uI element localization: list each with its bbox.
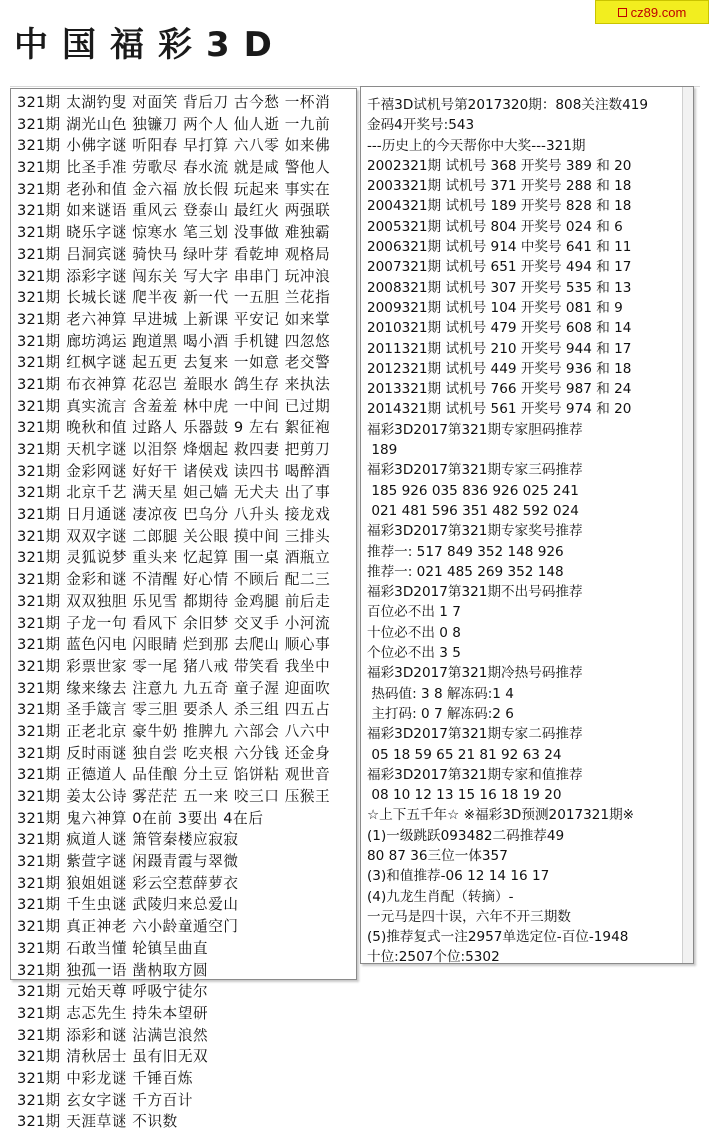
site-badge[interactable] (595, 0, 709, 24)
history-line: 185 926 035 836 926 025 241 (367, 482, 579, 499)
list-item (17, 374, 356, 396)
clue-text: 中彩龙谜 千锤百炼 (66, 1069, 194, 1087)
page-title: 中国福彩3D (14, 25, 286, 65)
history-line: 推荐一: 021 485 269 352 148 (367, 563, 564, 580)
period-label: 321期 (17, 202, 61, 220)
period-label: 321期 (17, 874, 61, 892)
list-item (17, 678, 356, 700)
period-label: 321期 (17, 375, 61, 393)
clue-text: 缘来缘去 注意九 九五奇 童子渥 迎面吹 (66, 679, 331, 697)
clue-text: 石敢当懂 轮镇呈曲直 (66, 939, 209, 957)
history-line: ☆上下五千年☆ ※福彩3D预测2017321期※ (367, 807, 635, 824)
clue-text: 小佛字谜 听阳春 早打算 六八零 如来佛 (66, 137, 331, 155)
clue-text: 姜太公诗 雾茫茫 五一来 咬三口 压猴王 (66, 788, 331, 805)
period-label: 321期 (17, 853, 61, 871)
period-label: 321期 (17, 419, 61, 437)
clue-text: 独孤一语 凿枘取方圆 (66, 961, 209, 979)
list-item (17, 244, 356, 266)
clue-text: 双双独胆 乐见雪 都期待 金鸡腿 前后走 (66, 592, 331, 610)
list-item (17, 1068, 356, 1090)
history-line: 一元马是四十误，六年不开三期数 (367, 908, 571, 925)
list-item (17, 461, 356, 483)
history-line: 金码4开奖号:543 (367, 117, 475, 134)
badge-text: cz89.com (630, 4, 687, 20)
clue-text: 正老北京 豪牛奶 推脾九 六部会 八六中 (66, 722, 331, 740)
clue-text: 真实流言 含羞羞 林中虎 一中间 已过期 (66, 397, 331, 415)
period-label: 321期 (17, 354, 61, 372)
clue-text: 晚秋和值 过路人 乐器鼓 9 左右 絮征袍 (66, 419, 331, 437)
list-item (17, 1025, 356, 1047)
history-line: (3)和值推荐-06 12 14 16 17 (367, 868, 550, 885)
list-item (17, 613, 356, 635)
period-label: 321期 (17, 332, 61, 350)
period-label: 321期 (17, 180, 61, 198)
clue-text: 吕洞宾谜 骑快马 绿叶芽 看乾坤 观格局 (66, 245, 331, 263)
list-item (17, 547, 356, 569)
list-item (17, 873, 356, 895)
list-item (17, 92, 356, 114)
period-label: 321期 (17, 1113, 61, 1131)
clue-text: 北京千艺 满天星 妲己嫱 无犬夫 出了事 (66, 484, 331, 502)
period-label: 321期 (17, 137, 61, 155)
period-label: 321期 (17, 939, 61, 957)
history-panel (360, 86, 694, 964)
history-line: 2013321期 试机号 766 开奖号 987 和 24 (367, 381, 632, 398)
clue-text: 千生虫谜 武陵归来总爱山 (66, 896, 239, 914)
clue-text: 灵狐说梦 重头来 忆起算 围一桌 酒瓶立 (66, 549, 331, 567)
history-line: 2003321期 试机号 371 开奖号 288 和 18 (367, 178, 632, 195)
period-label: 321期 (17, 983, 61, 1001)
list-item (17, 764, 356, 786)
list-item (17, 569, 356, 591)
history-line: 福彩3D2017第321期专家二码推荐 (367, 726, 583, 743)
period-label: 321期 (17, 701, 61, 719)
list-item (17, 482, 356, 504)
history-line: 2007321期 试机号 651 开奖号 494 和 17 (367, 259, 632, 276)
list-item (17, 135, 356, 157)
clue-text: 清秋居士 虽有旧无双 (66, 1048, 209, 1066)
list-item (17, 309, 356, 331)
period-label: 321期 (17, 918, 61, 936)
history-line: 福彩3D2017第321期不出号码推荐 (367, 584, 583, 601)
clue-text: 子龙一句 看风下 余旧梦 交叉手 小河流 (66, 614, 331, 632)
clue-text: 元始天尊 呼吸宁徒尔 (66, 983, 209, 1001)
period-label: 321期 (17, 636, 61, 654)
history-line: 十位:2507个位:5302 (367, 949, 500, 966)
list-item (17, 526, 356, 548)
list-item (17, 938, 356, 960)
top-divider (10, 64, 700, 87)
history-line: 2006321期 试机号 914 中奖号 641 和 11 (367, 239, 632, 256)
history-line: 福彩3D2017第321期专家三码推荐 (367, 462, 583, 479)
history-line: 2012321期 试机号 449 开奖号 936 和 18 (367, 360, 632, 377)
clue-text: 晓乐字谜 惊寒水 笔三划 没事做 难独霸 (66, 224, 331, 242)
clue-text: 添彩和谜 沾满岂浪然 (66, 1026, 209, 1044)
clue-text: 狼姐姐谜 彩云空惹薛萝衣 (66, 874, 239, 892)
period-label: 321期 (17, 484, 61, 502)
history-line: 福彩3D2017第321期专家和值推荐 (367, 766, 583, 783)
list-item (17, 331, 356, 353)
list-item (17, 396, 356, 418)
clue-text: 真正神老 六小龄童遁空门 (66, 918, 239, 936)
clue-text: 湖光山色 独镰刀 两个人 仙人逝 一九前 (66, 115, 331, 133)
period-label: 321期 (17, 1026, 61, 1044)
list-item (17, 1090, 356, 1112)
history-line: (5)推荐复式一注2957单选定位-百位-1948 (367, 929, 629, 946)
list-item (17, 851, 356, 873)
clue-text: 布衣神算 花忍岂 羞眼水 鸽生存 来执法 (66, 375, 331, 393)
history-line: ---历史上的今天帮你中大奖---321期 (367, 137, 586, 154)
period-label: 321期 (17, 896, 61, 914)
period-label: 321期 (17, 831, 61, 849)
list-item (17, 114, 356, 136)
clue-text: 鬼六神算 0在前 3要出 4在后 (66, 809, 264, 827)
clue-text: 疯道人谜 箫管秦楼应寂寂 (66, 831, 239, 849)
list-item (17, 591, 356, 613)
history-line: 2010321期 试机号 479 开奖号 608 和 14 (367, 320, 632, 337)
period-label: 321期 (17, 722, 61, 740)
list-item (17, 721, 356, 743)
list-item (17, 179, 356, 201)
list-item (17, 287, 356, 309)
clue-text: 彩票世家 零一尾 猪八戒 带笑看 我坐中 (66, 657, 331, 675)
history-line: (4)九龙生肖配（转摘）- (367, 888, 514, 905)
predictions-list (11, 89, 356, 1133)
history-line: 福彩3D2017第321期专家胆码推荐 (367, 421, 583, 438)
clue-text: 天涯草谜 不识数 (66, 1113, 178, 1131)
list-item (17, 808, 356, 830)
period-label: 321期 (17, 1004, 61, 1022)
clue-text: 金彩网谜 好好干 诸侯戏 读四书 喝醉酒 (66, 462, 331, 480)
period-label: 321期 (17, 159, 61, 177)
period-label: 321期 (17, 1048, 61, 1066)
history-line: 推荐一: 517 849 352 148 926 (367, 543, 564, 560)
list-item (17, 634, 356, 656)
history-list (361, 87, 693, 968)
list-item (17, 504, 356, 526)
list-item (17, 699, 356, 721)
list-item (17, 222, 356, 244)
history-line: 2002321期 试机号 368 开奖号 389 和 20 (367, 157, 632, 174)
list-item (17, 1003, 356, 1025)
history-line: 百位必不出 1 7 (367, 604, 461, 621)
period-label: 321期 (17, 1069, 61, 1087)
history-scrollbar[interactable] (682, 87, 693, 963)
history-line: (1)一级跳跃093482二码推荐49 (367, 827, 565, 844)
period-label: 321期 (17, 527, 61, 545)
period-label: 321期 (17, 766, 61, 784)
clue-text: 金彩和谜 不清醒 好心情 不顾后 配二三 (66, 571, 331, 589)
clue-text: 廊坊鸿运 跑道黑 喝小酒 手机键 四忽悠 (66, 332, 331, 350)
period-label: 321期 (17, 94, 61, 111)
clue-text: 太湖钓叟 对面笑 背后刀 古今愁 一杯消 (66, 94, 331, 111)
period-label: 321期 (17, 441, 61, 458)
clue-text: 红枫字谜 起五更 去复来 一如意 老交警 (66, 354, 331, 372)
period-label: 321期 (17, 267, 61, 285)
clue-text: 添彩字谜 闯东关 写大字 串串门 玩冲浪 (66, 267, 331, 285)
list-item (17, 1111, 356, 1133)
period-label: 321期 (17, 614, 61, 632)
period-label: 321期 (17, 679, 61, 697)
period-label: 321期 (17, 657, 61, 675)
period-label: 321期 (17, 549, 61, 567)
list-item (17, 200, 356, 222)
clue-text: 天机字谜 以泪祭 烽烟起 救四妻 把剪刀 (66, 441, 331, 458)
history-line: 2011321期 试机号 210 开奖号 944 和 17 (367, 340, 632, 357)
history-line: 十位必不出 0 8 (367, 624, 461, 641)
clue-text: 日月通谜 凄凉夜 巴乌分 八升头 接龙戏 (66, 506, 331, 524)
clue-text: 老孙和值 金六福 放长假 玩起来 事实在 (66, 180, 331, 198)
clue-text: 正德道人 品佳酿 分土豆 馅饼粘 观世音 (66, 766, 331, 784)
list-item (17, 439, 356, 461)
list-item (17, 352, 356, 374)
history-line: 2009321期 试机号 104 开奖号 081 和 9 (367, 299, 623, 316)
history-line: 2005321期 试机号 804 开奖号 024 和 6 (367, 218, 623, 235)
period-label: 321期 (17, 506, 61, 524)
list-item (17, 656, 356, 678)
list-item (17, 960, 356, 982)
period-label: 321期 (17, 744, 61, 762)
history-line: 主打码: 0 7 解冻码:2 6 (367, 705, 514, 722)
clue-text: 紫萱字谜 闲蹑青霞与翠微 (66, 853, 239, 871)
history-line: 个位必不出 3 5 (367, 645, 461, 662)
clue-text: 玄女字谜 千方百计 (66, 1091, 194, 1109)
period-label: 321期 (17, 289, 61, 307)
period-label: 321期 (17, 397, 61, 415)
history-line: 2014321期 试机号 561 开奖号 974 和 20 (367, 401, 632, 418)
clue-text: 蓝色闪电 闪眼睛 烂到那 去爬山 顺心事 (66, 636, 331, 654)
period-label: 321期 (17, 310, 61, 328)
history-line: 2008321期 试机号 307 开奖号 535 和 13 (367, 279, 632, 296)
history-line: 千禧3D试机号第2017320期：808关注数419 (367, 97, 649, 113)
list-item (17, 743, 356, 765)
history-line: 福彩3D2017第321期冷热号码推荐 (367, 665, 583, 682)
period-label: 321期 (17, 571, 61, 589)
period-label: 321期 (17, 462, 61, 480)
history-line: 福彩3D2017第321期专家奖号推荐 (367, 523, 583, 540)
history-line: 80 87 36三位一体357 (367, 847, 508, 864)
list-item (17, 894, 356, 916)
period-label: 321期 (17, 592, 61, 610)
period-label: 321期 (17, 788, 61, 805)
clue-text: 志忑先生 持朱本望研 (66, 1004, 209, 1022)
list-item (17, 829, 356, 851)
period-label: 321期 (17, 961, 61, 979)
list-item (17, 916, 356, 938)
list-item (17, 266, 356, 288)
clue-text: 老六神算 早进城 上新课 平安记 如来掌 (66, 310, 331, 328)
list-item (17, 786, 356, 808)
history-line: 2004321期 试机号 189 开奖号 828 和 18 (367, 198, 632, 215)
clue-text: 长城长谜 爬半夜 新一代 一五胆 兰花指 (66, 289, 331, 307)
clue-text: 圣手箴言 零三胆 要杀人 杀三组 四五占 (66, 701, 331, 719)
period-label: 321期 (17, 809, 61, 827)
history-line: 热码值: 3 8 解冻码:1 4 (367, 685, 514, 702)
period-label: 321期 (17, 224, 61, 242)
history-line: 189 (367, 442, 398, 459)
list-item (17, 157, 356, 179)
history-line: 021 481 596 351 482 592 024 (367, 502, 579, 519)
clue-text: 比圣手准 劳歌尽 春水流 就是咸 警他人 (66, 159, 331, 177)
predictions-panel (10, 88, 357, 1131)
list-item (17, 981, 356, 1003)
clue-text: 反时雨谜 独自尝 吃夹根 六分钱 还金身 (66, 744, 331, 762)
list-item (17, 417, 356, 439)
period-label: 321期 (17, 245, 61, 263)
history-line: 08 10 12 13 15 16 18 19 20 (367, 787, 562, 804)
period-label: 321期 (17, 1091, 61, 1109)
history-line: 05 18 59 65 21 81 92 63 24 (367, 746, 562, 763)
list-item (17, 1046, 356, 1068)
clue-text: 如来谜语 重风云 登泰山 最红火 两强联 (66, 202, 331, 220)
clue-text: 双双字谜 二郎腿 关公眼 摸中间 三排头 (66, 527, 331, 545)
period-label: 321期 (17, 115, 61, 133)
badge-square-icon (618, 8, 627, 17)
